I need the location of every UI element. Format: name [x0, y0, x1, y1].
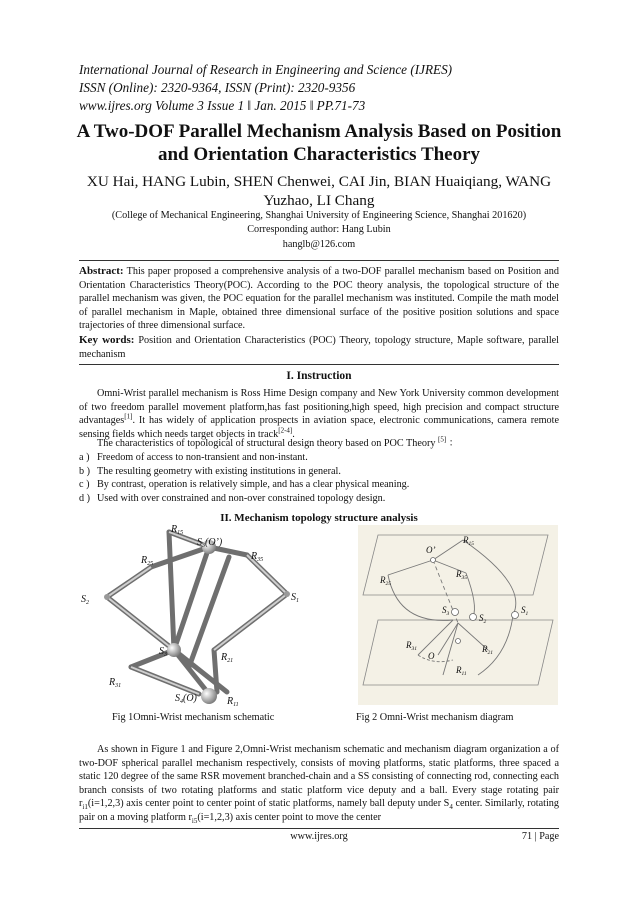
fig1-label-s3: $S_3$: [159, 646, 167, 658]
footer-page-number: 71 | Page: [521, 831, 559, 842]
journal-volume: www.ijres.org Volume 3 Issue 1 ǁ Jan. 2015 ǁ PP.71-73: [79, 98, 366, 113]
footer-url: www.ijres.org: [290, 831, 348, 842]
p3-sub-i5: i5: [191, 817, 198, 825]
list-item-text: By contrast, operation is relatively simple, and has a clear physical meaning.: [97, 479, 410, 491]
fig2-label-o-prime: O’: [426, 545, 436, 555]
paper-title: A Two-DOF Parallel Mechanism Analysis Based on Position and Orientation Characteristics Theory: [76, 121, 562, 165]
fig2-label-r11: $R_{11}$: [456, 665, 467, 677]
fig1-label-r35: $R_{35}$: [251, 551, 264, 563]
p3-text-a: As shown in Figure 1 and Figure 2,Omni-Wrist mechanism schematic and mechanism diagram organization a of two-DOF spherical parallel mechanism respectively, consists of moving platforms, static platforms, three spaced a static 120 degree of the same RSR movement branched-chain and a SS consisting of connecting rod, connecting each branch consists of two rotating platforms and static platform vice deputy and a ball. Every stage rotating pair r: [79, 744, 559, 810]
fig1-label-s2: $S_2$: [81, 594, 89, 606]
fig2-label-r31: $R_{31}$: [406, 640, 417, 652]
list-item: [79, 478, 559, 492]
p3-sub-4: 4: [449, 803, 453, 812]
p2-text-a: The characteristics of topological of structural design theory based on POC Theory: [97, 438, 438, 449]
figure-2-diagram: [358, 525, 558, 705]
ball-joint-s3: [167, 643, 181, 657]
figure-2-caption: Fig 2 Omni-Wrist mechanism diagram: [356, 712, 514, 723]
list-item-text: Freedom of access to non-transient and non-instant.: [97, 452, 308, 463]
keywords-label: Key words:: [79, 333, 135, 346]
section-heading-topology: II. Mechanism topology structure analysis: [220, 512, 418, 524]
fig2-label-o: O: [428, 651, 435, 661]
author-email: hanglb@126.com: [282, 239, 356, 250]
fig2-center-o: [456, 639, 461, 644]
list-item-text: The resulting geometry with existing institutions in general.: [97, 465, 341, 477]
corresponding-author: Corresponding author: Hang Lubin: [247, 224, 391, 235]
fig2-joint-s2: [470, 614, 477, 621]
list-item-label: c ): [79, 479, 90, 491]
journal-issn: ISSN (Online): 2320-9364, ISSN (Print): 2320-9356: [79, 80, 356, 95]
p3-text-c: center. Similarly, rotating pair on a moving platform r: [79, 798, 559, 823]
list-item-label: b ): [79, 465, 91, 477]
fig1-label-s1: $S_1$: [291, 592, 299, 604]
fig1-label-r15: $R_{15}$: [171, 524, 184, 536]
fig2-joint-s1: [512, 612, 519, 619]
p3-sub-i1: i1: [82, 803, 88, 812]
fig1-label-r11: $R_{11}$: [227, 696, 239, 708]
fig2-label-s2: $S_2$: [479, 613, 487, 625]
fig1-label-r21: $R_{21}$: [221, 652, 234, 664]
journal-name: International Journal of Research in Engineering and Science (IJRES): [79, 62, 453, 77]
citation-2-4: [2-4]: [278, 426, 293, 435]
list-item-text: Used with over constrained and non-over constrained topology design.: [97, 492, 386, 504]
characteristics-list: [79, 451, 559, 505]
paragraph-intro: [79, 387, 559, 441]
p1-text-c: .: [292, 428, 295, 440]
keywords-text: Position and Orientation Characteristics (POC) Theory, topology structure, Maple software, parallel mechanism: [79, 334, 560, 360]
section-heading-instruction: I. Instruction: [286, 370, 352, 382]
fig1-label-r25: $R_{25}$: [141, 555, 154, 567]
p1-text-b: . It has widely of application prospects in aviation space, electronic communications, camera remote sensing fields which needs target objects in track: [79, 415, 559, 440]
p3-text-d: (i=1,2,3) axis center point to move the center: [197, 811, 382, 823]
fig2-center-o-prime: [431, 558, 436, 563]
abstract-text: This paper proposed a comprehensive analysis of a two-DOF parallel mechanism based on Position and Orientation Characteristics Theory(POC). According to the POC theory analysis, the topological structure of the parallel mechanism was given, the POC equation for the parallel mechanism was instituted. Compile the math model of parallel mechanism in Maple, obtained three dimensional surface of the positive position solutions and space trajectories of three dimensional surface.: [79, 266, 559, 332]
paragraph-figures: [79, 743, 559, 825]
fig2-label-r15: $R_{15}$: [463, 535, 474, 547]
abstract-box: [79, 260, 559, 365]
p2-text-b: ：: [446, 438, 459, 449]
keywords: [79, 334, 559, 361]
ball-joint-s4: [201, 688, 217, 704]
figure-1-caption: Fig 1Omni-Wrist mechanism schematic: [112, 712, 275, 723]
fig1-label-r31: $R_{31}$: [109, 677, 122, 689]
fig2-label-r35: $R_{35}$: [456, 569, 467, 581]
p3-text-b: (i=1,2,3) axis center point to center point of static platforms, namely ball deputy under S: [87, 798, 450, 810]
fig2-label-s3: $S_3$: [442, 605, 450, 617]
affiliation: (College of Mechanical Engineering, Shanghai University of Engineering Science, Shanghai 201620): [111, 210, 527, 221]
journal-header: [79, 61, 559, 115]
page-footer: [79, 828, 559, 842]
p1-text-a: Omni-Wrist parallel mechanism is Ross Hime Design company and New York University common development of two freedom parallel movement platform,has fast positioning,high speed, high precision and compact structure advantages: [79, 388, 559, 427]
list-item-label: d ): [79, 492, 91, 504]
citation-5: [5]: [438, 435, 447, 444]
fig2-label-s1: $S_1$: [521, 605, 529, 617]
list-item-label: a ): [79, 452, 90, 463]
fig1-label-s3-o-prime: $S_3(O’)$: [197, 537, 223, 549]
figure-1-schematic: [79, 522, 324, 712]
abstract: [79, 265, 559, 333]
paragraph-poc: [79, 437, 559, 451]
citation-1: [1]: [124, 412, 133, 421]
paper-authors: XU Hai, HANG Lubin, SHEN Chenwei, CAI Jin, BIAN Huaiqiang, WANG Yuzhao, LI Chang: [86, 173, 552, 209]
fig1-label-s4-o: $S_4(O)$: [175, 693, 197, 705]
list-item: [79, 465, 559, 479]
fig2-label-r25: $R_{25}$: [380, 575, 391, 587]
fig2-joint-s3: [452, 609, 459, 616]
list-item: [79, 451, 559, 465]
abstract-label: Abstract:: [79, 265, 124, 277]
fig2-label-r21: $R_{21}$: [482, 644, 493, 656]
list-item: [79, 492, 559, 506]
